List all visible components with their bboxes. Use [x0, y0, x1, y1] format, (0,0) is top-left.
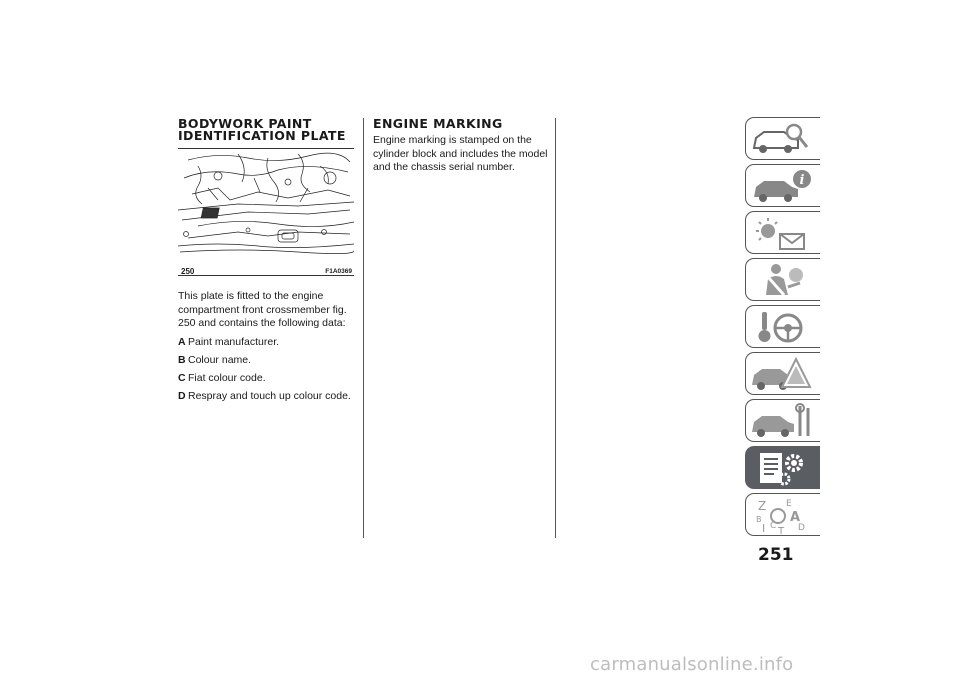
tab-car-warning[interactable] [745, 352, 820, 395]
technical-data-gears-icon [750, 449, 814, 487]
engine-compartment-figure [178, 148, 354, 276]
svg-text:B: B [756, 515, 762, 524]
section-bodywork-text [178, 290, 358, 408]
tab-alphabetical-index[interactable] [745, 493, 820, 536]
column-divider [363, 118, 364, 538]
car-warning-icon [750, 355, 814, 393]
section-engine-marking [373, 118, 548, 175]
tab-key-steering[interactable] [745, 305, 820, 348]
tab-car-search[interactable] [745, 117, 820, 160]
paint-data-list [178, 336, 358, 403]
section-heading-bodywork-paint [178, 118, 358, 142]
car-wrench-icon [750, 402, 814, 440]
svg-text:I: I [762, 522, 766, 534]
list-text: Paint manufacturer. [188, 335, 280, 348]
chapter-tabs [745, 117, 821, 540]
list-text: Colour name. [188, 353, 252, 366]
engine-illustration [178, 148, 354, 276]
column-divider [555, 118, 556, 538]
tab-seatbelt-airbag[interactable] [745, 258, 820, 301]
heading-line-2: IDENTIFICATION PLATE [178, 128, 346, 143]
alphabetical-index-icon [750, 496, 814, 534]
list-letter: A [178, 335, 186, 348]
svg-text:D: D [798, 523, 805, 533]
svg-text:i: i [799, 173, 805, 188]
tab-car-info[interactable] [745, 164, 820, 207]
page-number: 251 [758, 545, 794, 565]
svg-text:A: A [790, 510, 801, 525]
seatbelt-airbag-icon [750, 261, 814, 299]
section-heading-engine-marking: ENGINE MARKING [373, 116, 503, 131]
list-item [178, 372, 358, 385]
list-letter: C [178, 371, 186, 384]
list-item [178, 354, 358, 367]
list-text: Fiat colour code. [188, 371, 266, 384]
watermark: carmanualsonline.info [590, 654, 794, 675]
tab-light-message[interactable] [745, 211, 820, 254]
list-letter: D [178, 389, 186, 402]
car-info-icon [750, 167, 814, 205]
svg-text:C: C [770, 521, 777, 531]
light-message-icon [750, 214, 814, 252]
figure-number: 250 [181, 267, 195, 276]
bodywork-paragraph: This plate is fitted to the engine compartment front crossmember fig. 250 and contains the following data: [178, 290, 347, 329]
list-item [178, 390, 358, 403]
svg-text:T: T [778, 526, 785, 534]
svg-text:E: E [786, 499, 792, 509]
figure-code: F1A0369 [325, 268, 352, 275]
car-search-icon [750, 120, 814, 158]
engine-marking-paragraph: Engine marking is stamped on the cylinder block and includes the model and the chassis serial number. [373, 134, 548, 173]
list-item [178, 336, 358, 349]
tab-technical-data[interactable] [745, 446, 820, 489]
list-letter: B [178, 353, 186, 366]
key-steering-wheel-icon [750, 308, 814, 346]
heading-line-1: BODYWORK PAINT [178, 116, 312, 131]
list-text: Respray and touch up colour code. [188, 389, 351, 402]
section-bodywork-paint [178, 118, 358, 142]
tab-car-wrench[interactable] [745, 399, 820, 442]
svg-text:Z: Z [758, 499, 767, 513]
